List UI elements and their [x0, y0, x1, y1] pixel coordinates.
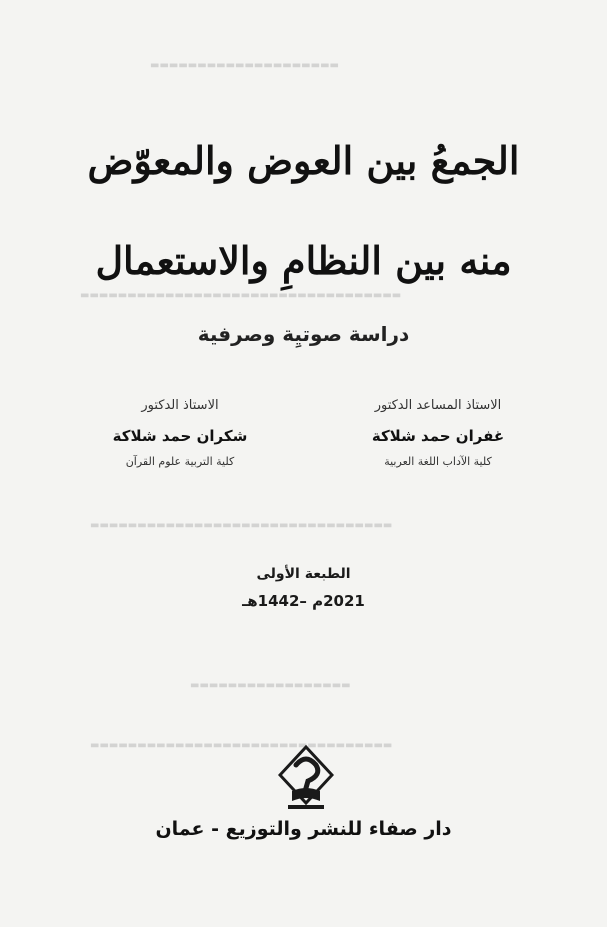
- author-role: الاستاذ المساعد الدكتور: [374, 398, 502, 413]
- author-block-1: [318, 398, 558, 468]
- author-affiliation: كلية الآداب اللغة العربية: [384, 455, 492, 468]
- edition-block: [0, 566, 607, 610]
- author-role: الاستاذ الدكتور: [141, 398, 219, 413]
- publisher-name: دار صفاء للنشر والتوزيع - عمان: [155, 818, 452, 840]
- show-through-texture: ▬▬▬▬▬▬▬▬▬▬▬▬▬▬▬▬▬▬▬▬▬▬▬▬▬▬▬▬▬▬▬▬: [90, 520, 393, 531]
- book-title-line-2: منه بين النظامِ والاستعمال: [95, 238, 512, 283]
- book-title-line-1: الجمعُ بين العوض والمعوّض: [87, 138, 520, 183]
- author-name: غفران حمد شلاكة: [371, 427, 505, 445]
- show-through-texture: ▬▬▬▬▬▬▬▬▬▬▬▬▬▬▬▬▬: [190, 680, 351, 691]
- publisher-logo-icon: [278, 745, 334, 815]
- author-affiliation: كلية التربية علوم القرآن: [125, 455, 235, 468]
- book-subtitle: دراسة صوتيِة وصرفية: [197, 322, 410, 346]
- show-through-texture: ▬▬▬▬▬▬▬▬▬▬▬▬▬▬▬▬▬▬▬▬: [150, 60, 339, 71]
- author-name: شكران حمد شلاكة: [112, 427, 248, 445]
- author-block-2: [60, 398, 300, 468]
- edition-years: 2021م –1442هـ: [242, 592, 365, 610]
- show-through-texture: ▬▬▬▬▬▬▬▬▬▬▬▬▬▬▬▬▬▬▬▬▬▬▬▬▬▬▬▬▬▬▬▬: [90, 740, 393, 751]
- edition-label: الطبعة الأولى: [256, 566, 351, 582]
- show-through-texture: ▬▬▬▬▬▬▬▬▬▬▬▬▬▬▬▬▬▬▬▬▬▬▬▬▬▬▬▬▬▬▬▬▬▬: [80, 290, 402, 301]
